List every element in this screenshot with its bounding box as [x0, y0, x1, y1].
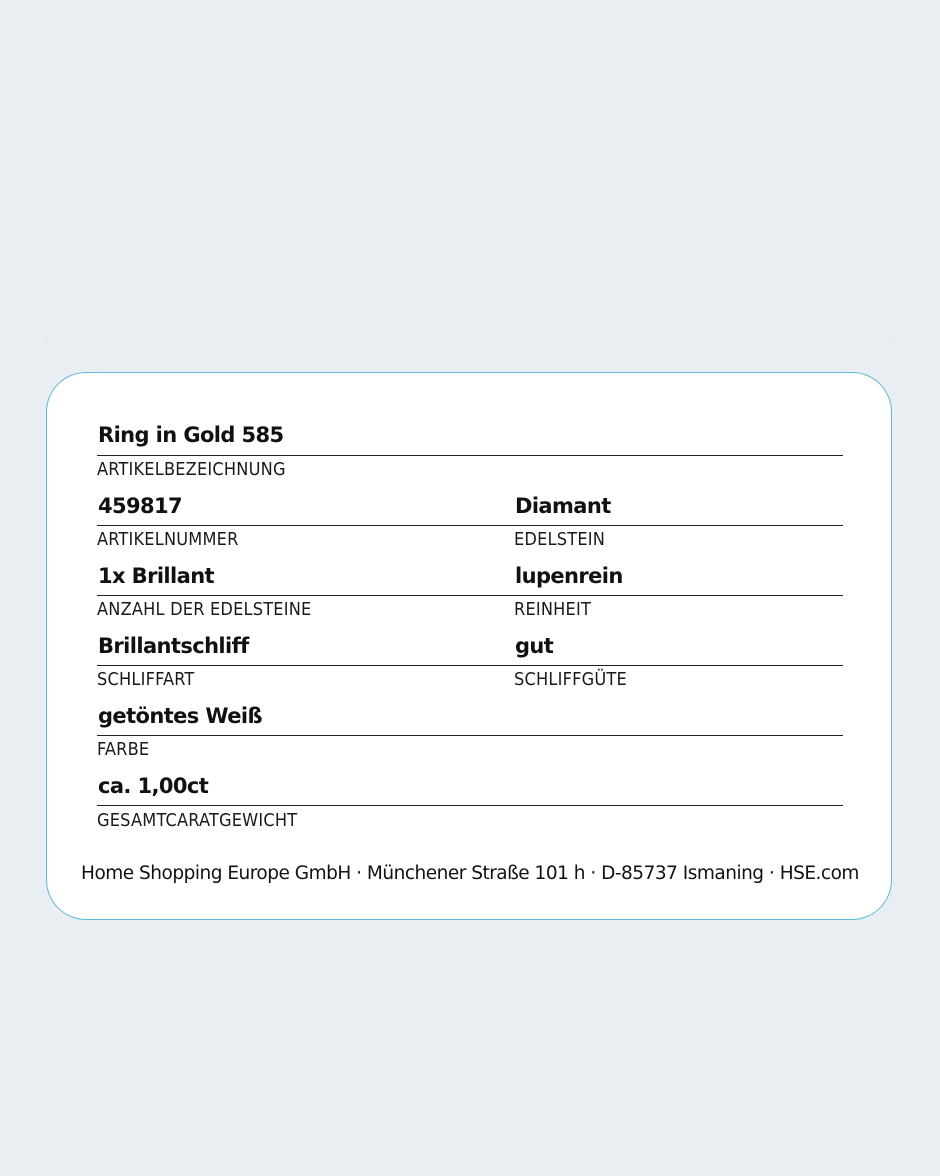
certificate-card — [46, 372, 892, 920]
gesamtcaratgewicht-label: GESAMTCARATGEWICHT — [97, 810, 298, 831]
farbe-label: FARBE — [97, 739, 150, 760]
corner-mark-left — [46, 342, 47, 343]
edelstein-label: EDELSTEIN — [514, 529, 606, 550]
anzahl-value: 1x Brillant — [98, 564, 214, 588]
reinheit-value: lupenrein — [515, 564, 623, 588]
artikelbezeichnung-value: Ring in Gold 585 — [98, 423, 284, 447]
gesamtcaratgewicht-rule — [97, 805, 843, 806]
anzahl-rule — [97, 595, 843, 596]
corner-mark-right — [892, 342, 893, 343]
anzahl-label: ANZAHL DER EDELSTEINE — [97, 599, 312, 620]
schliffguete-value: gut — [515, 634, 554, 658]
farbe-value: getöntes Weiß — [98, 704, 262, 728]
edelstein-value: Diamant — [515, 494, 611, 518]
reinheit-label: REINHEIT — [514, 599, 592, 620]
artikelnummer-rule — [97, 525, 843, 526]
artikelbezeichnung-rule — [97, 455, 843, 456]
schliffguete-label: SCHLIFFGÜTE — [514, 669, 627, 690]
artikelbezeichnung-label: ARTIKELBEZEICHNUNG — [97, 459, 286, 480]
company-footer: Home Shopping Europe GmbH · Münchener Straße 101 h · D-85737 Ismaning · HSE.com — [81, 863, 859, 884]
schliffart-value: Brillantschliff — [98, 634, 249, 658]
schliffart-rule — [97, 665, 843, 666]
gesamtcaratgewicht-value: ca. 1,00ct — [98, 774, 209, 798]
farbe-rule — [97, 735, 843, 736]
artikelnummer-label: ARTIKELNUMMER — [97, 529, 239, 550]
artikelnummer-value: 459817 — [98, 494, 183, 518]
schliffart-label: SCHLIFFART — [97, 669, 195, 690]
